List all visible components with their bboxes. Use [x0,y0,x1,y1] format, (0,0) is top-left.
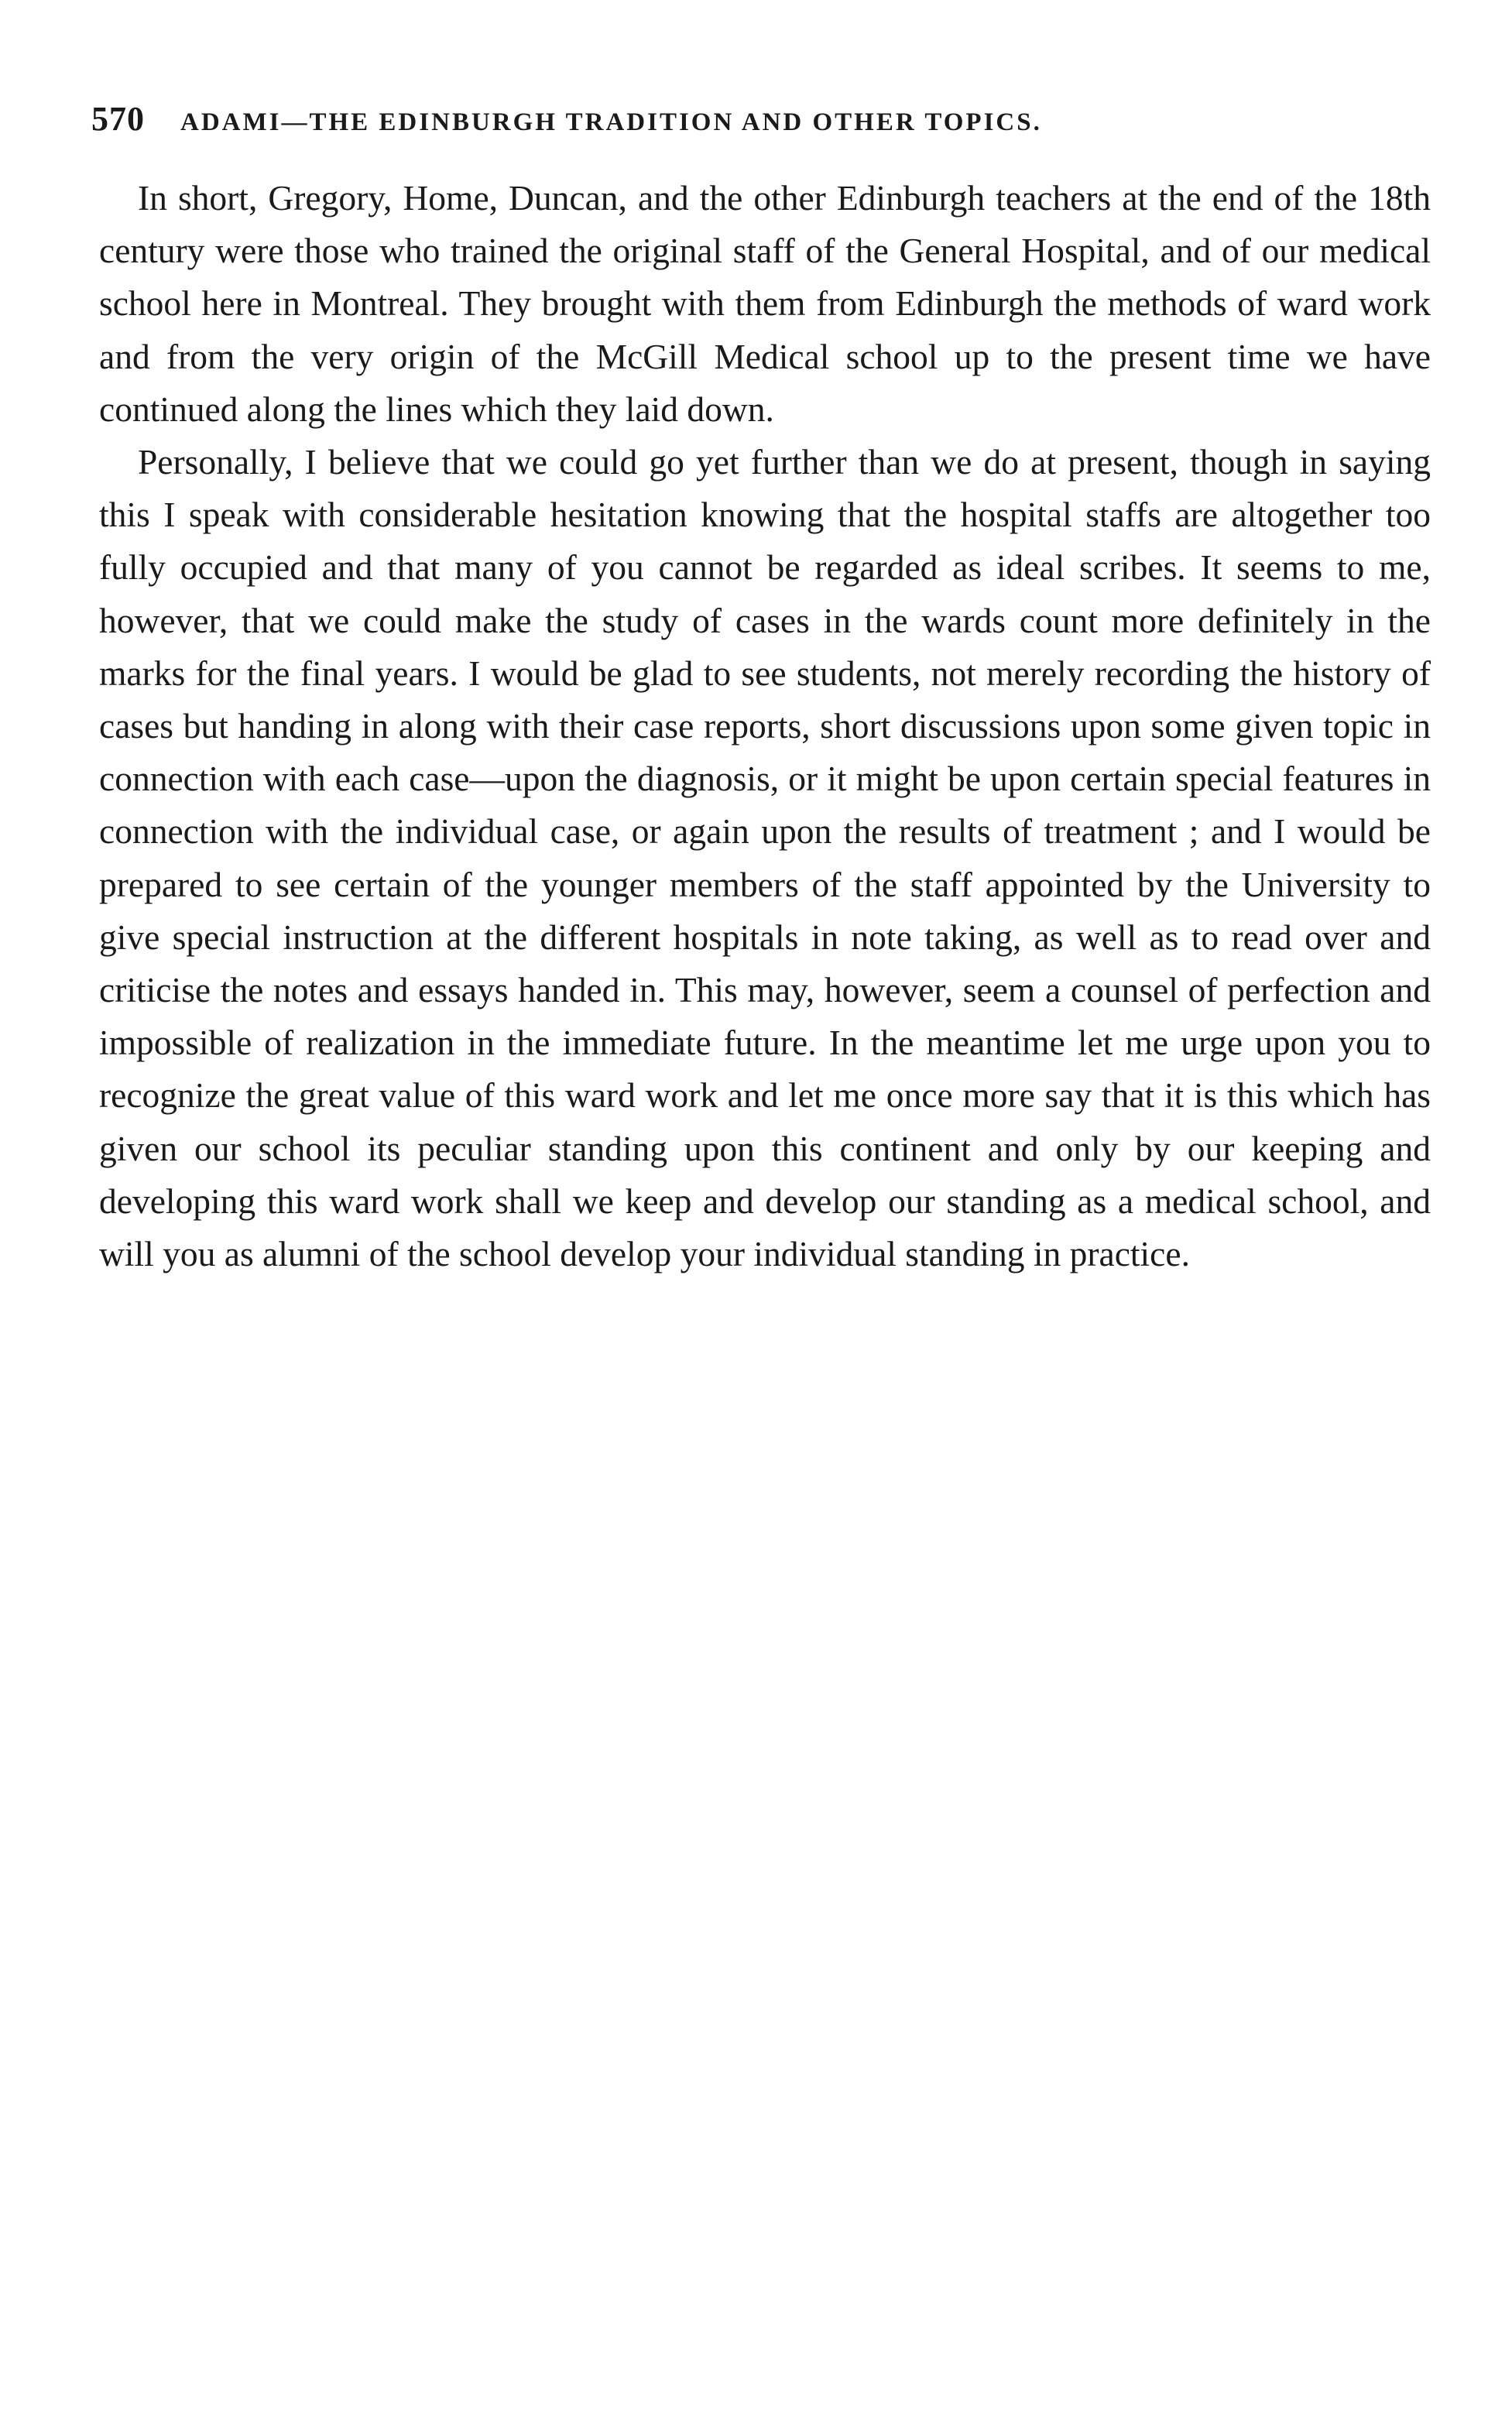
body-text [99,172,1431,1280]
page-header [91,99,1431,146]
running-head: ADAMI—THE EDINBURGH TRADITION AND OTHER TOPICS. [180,108,1042,136]
paragraph-2: Personally, I believe that we could go yet further than we do at present, though in saying this I speak with considerable hesitation knowing that the hospital staffs are altogether too fully occupied and that many of you cannot be regarded as ideal scribes. It seems to me, however, that we could make the study of cases in the wards count more definitely in the marks for the final years. I would be glad to see students, not merely recording the history of cases but handing in along with their case reports, short discussions upon some given topic in connection with each case—upon the diagnosis, or it might be upon certain special features in connection with the individual case, or again upon the results of treatment ; and I would be prepared to see certain of the younger members of the staff appointed by the University to give special instruction at the different hospitals in note taking, as well as to read over and criticise the notes and essays handed in. This may, however, seem a counsel of perfection and impossible of realization in the immediate future. In the meantime let me urge upon you to recognize the great value of this ward work and let me once more say that it is this which has given our school its peculiar standing upon this continent and only by our keeping and developing this ward work shall we keep and develop our standing as a medical school, and will you as alumni of the school develop your individual standing in practice. [99,442,1431,1274]
page-number: 570 [91,100,145,138]
paragraph-1: In short, Gregory, Home, Duncan, and the other Edinburgh teachers at the end of the 18th century were those who trained the original staff of the General Hospital, and of our medical school here in Montreal. They brought with them from Edinburgh the methods of ward work and from the very origin of the McGill Medical school up to the present time we have continued along the lines which they laid down. [99,178,1431,429]
